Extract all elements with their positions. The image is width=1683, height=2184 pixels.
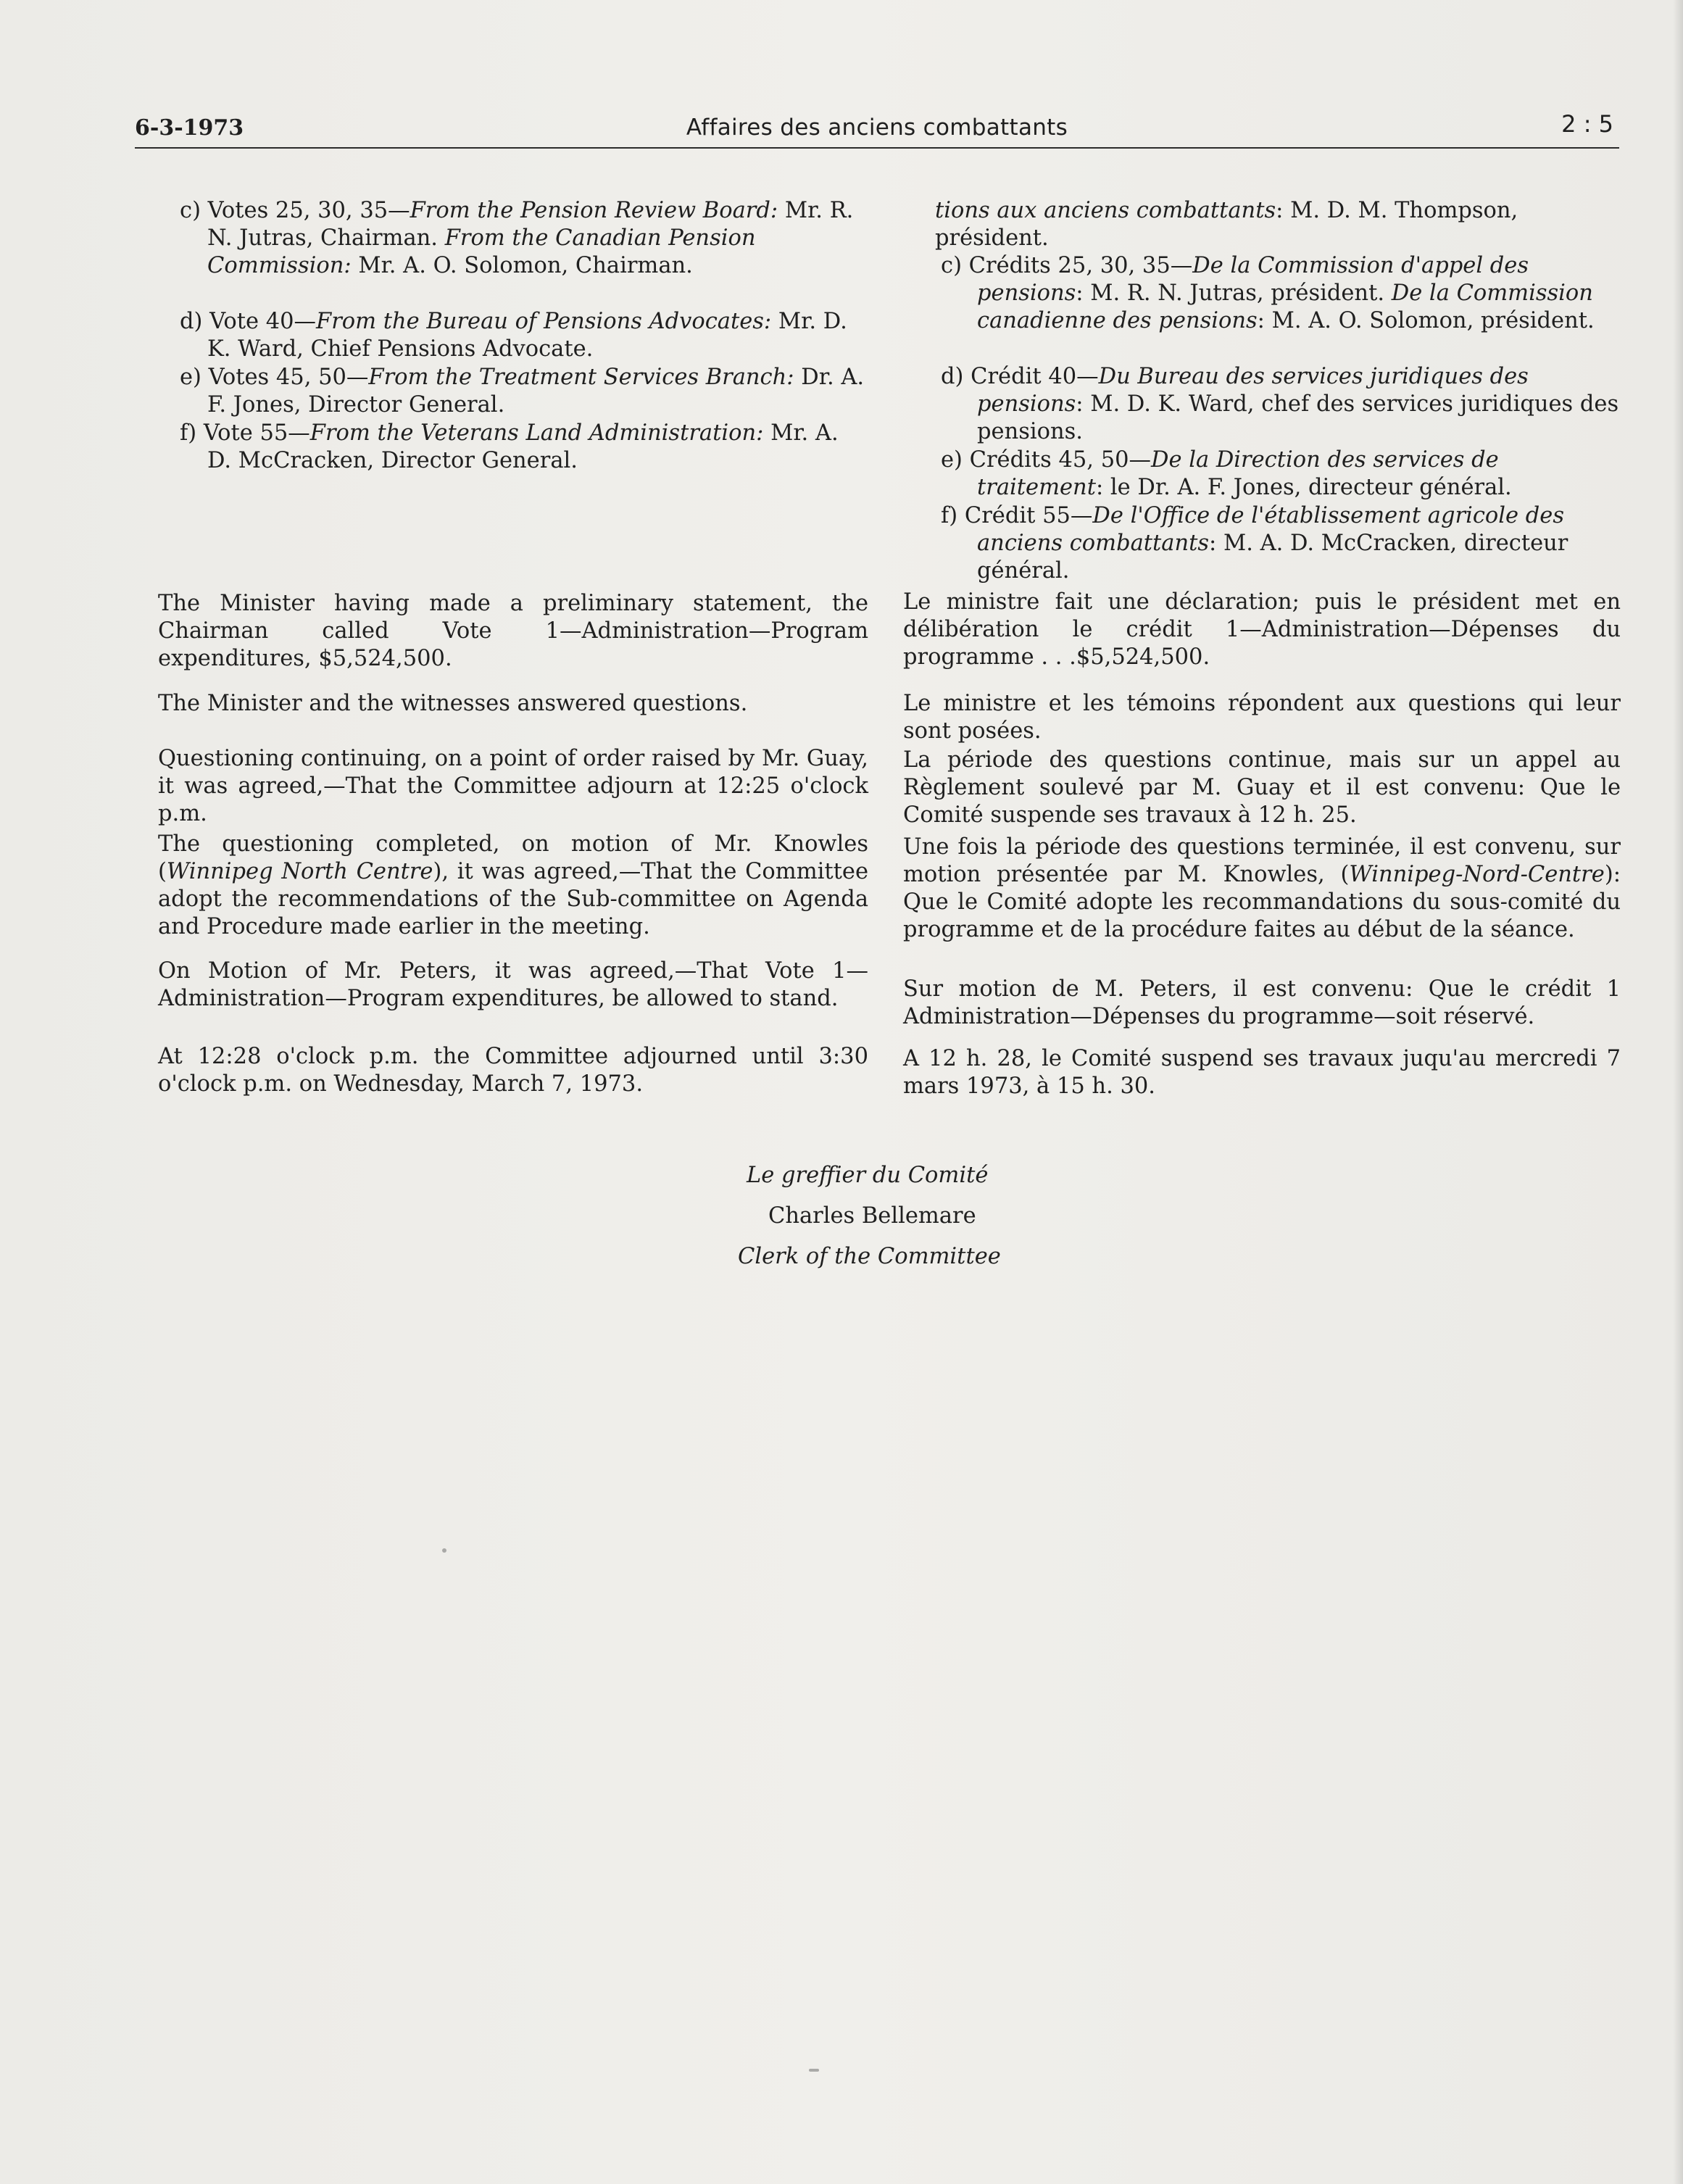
minutes-paragraph: La période des questions continue, mais sur un appel au Règlement soulevé par M. Guay et il est convenu: Que le Comité suspende ses travaux à 12 h. 25. [903, 747, 1621, 828]
print-speck [809, 2069, 819, 2072]
minutes-paragraph: The Minister having made a preliminary statement, the Chairman called Vote 1—Administration—Program expenditures, $5,524,500. [158, 591, 868, 671]
list-item: e) Crédits 45, 50—De la Direction des services de traitement: le Dr. A. F. Jones, directeur général. [941, 447, 1512, 500]
clerk-title-english: Clerk of the Committee [738, 1244, 1001, 1269]
english-column [155, 197, 869, 1097]
minutes-paragraph: Questioning continuing, on a point of order raised by Mr. Guay, it was agreed,—That the Committee adjourn at 12:25 o'clock p.m. [158, 746, 868, 826]
page-edge-shadow [1673, 0, 1683, 2184]
header-page-number: 2 : 5 [1561, 110, 1613, 138]
list-item: c) Votes 25, 30, 35—From the Pension Review Board: Mr. R. N. Jutras, Chairman. From the Canadian Pension Commission: Mr. A. O. Solomon, Chairman. [180, 198, 854, 278]
minutes-paragraph: The Minister and the witnesses answered questions. [158, 691, 748, 716]
header-rule [135, 147, 1619, 149]
header-date: 6-3-1973 [135, 115, 244, 141]
minutes-paragraph: On Motion of Mr. Peters, it was agreed,—That Vote 1—Administration—Program expenditures, be allowed to stand. [158, 958, 868, 1011]
minutes-paragraph: At 12:28 o'clock p.m. the Committee adjourned until 3:30 o'clock p.m. on Wednesday, March 7, 1973. [158, 1044, 868, 1097]
list-item: d) Crédit 40—Du Bureau des services juridiques des pensions: M. D. K. Ward, chef des services juridiques des pensions. [941, 364, 1619, 444]
french-witness-list [941, 252, 1621, 586]
clerk-title-french: Le greffier du Comité [747, 1163, 989, 1188]
page-header [135, 109, 1619, 146]
list-item-continued: tions aux anciens combattants: M. D. M. Thompson, président. [935, 198, 1518, 251]
minutes-paragraph: A 12 h. 28, le Comité suspend ses travaux juqu'au mercredi 7 mars 1973, à 15 h. 30. [903, 1046, 1621, 1099]
list-item: f) Vote 55—From the Veterans Land Administration: Mr. A. D. McCracken, Director General. [180, 420, 839, 473]
list-item: e) Votes 45, 50—From the Treatment Services Branch: Dr. A. F. Jones, Director General. [180, 365, 865, 418]
minutes-paragraph: The questioning completed, on motion of Mr. Knowles (Winnipeg North Centre), it was agreed,—That the Committee adopt the recommendations of the Sub-committee on Agenda and Procedure made earlier in the meeting. [158, 831, 869, 939]
minutes-paragraph: Une fois la période des questions terminée, il est convenu, sur motion présentée par M. Knowles, (Winnipeg-Nord-Centre): Que le Comité adopte les recommandations du sous-comité du programme et de la procédure faites au début de la séance. [903, 834, 1621, 942]
english-witness-list [180, 197, 865, 476]
header-title: Affaires des anciens combattants [686, 115, 1068, 141]
minutes-paragraph: Sur motion de M. Peters, il est convenu: Que le crédit 1 Administration—Dépenses du programme—soit réservé. [903, 976, 1621, 1029]
minutes-paragraph: Le ministre et les témoins répondent aux questions qui leur sont posées. [903, 691, 1621, 744]
list-item: c) Crédits 25, 30, 35—De la Commission d'appel des pensions: M. R. N. Jutras, président. De la Commission canadienne des pensions: M. A. O. Solomon, président. [941, 253, 1595, 333]
french-column [903, 197, 1621, 1099]
clerk-name: Charles Bellemare [768, 1203, 976, 1229]
print-speck [442, 1548, 446, 1553]
list-item: f) Crédit 55—De l'Office de l'établissement agricole des anciens combattants: M. A. D. McCracken, directeur général. [941, 503, 1568, 584]
minutes-paragraph: Le ministre fait une déclaration; puis le président met en délibération le crédit 1—Administration—Dépenses du programme . . .$5,524,500. [903, 589, 1621, 670]
list-item: d) Vote 40—From the Bureau of Pensions Advocates: Mr. D. K. Ward, Chief Pensions Advocate. [180, 309, 847, 362]
